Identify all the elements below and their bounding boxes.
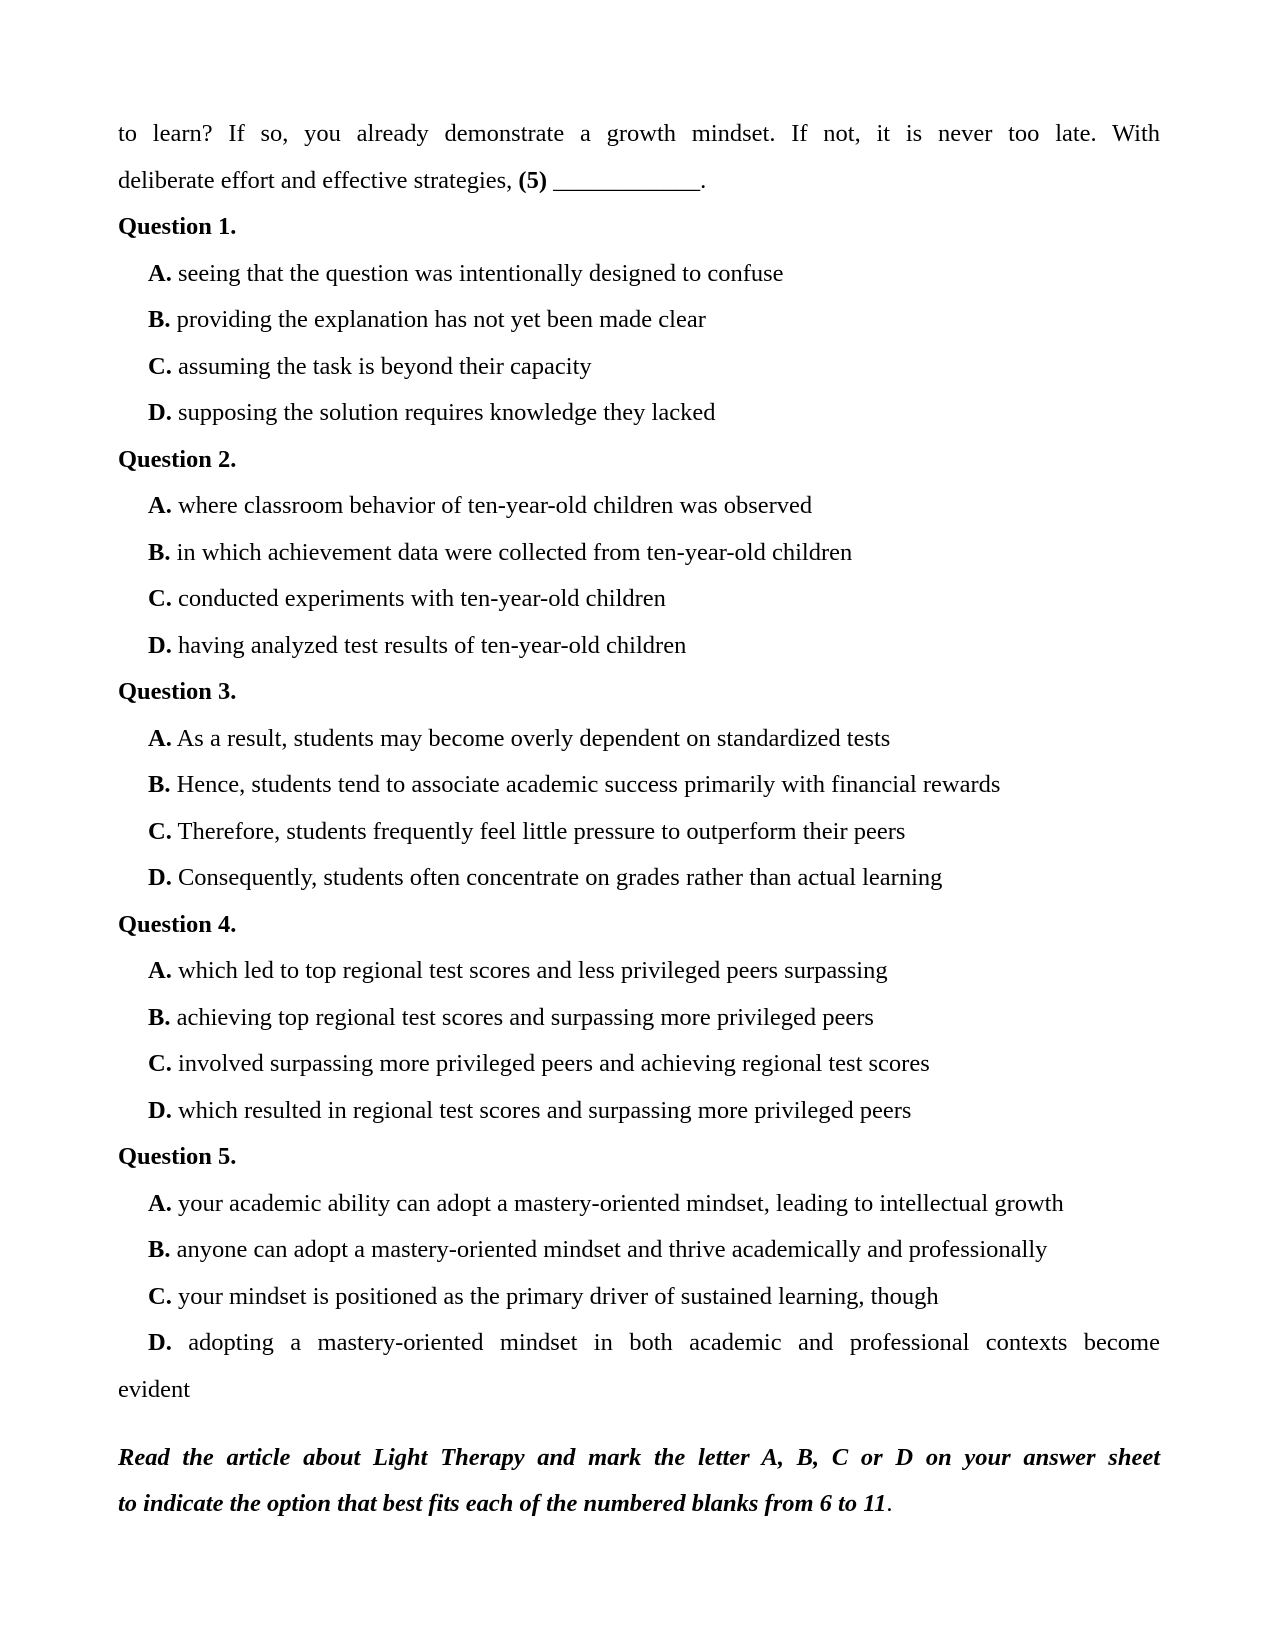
option-letter: B. <box>148 1236 171 1263</box>
question-heading: Question 4. <box>118 910 237 938</box>
option-text: which led to top regional test scores and less privileged peers surpassing <box>177 957 888 984</box>
option-text: anyone can adopt a mastery-oriented mindset and thrive academically and professionally <box>176 1236 1048 1263</box>
passage-line-2-end: . <box>700 166 707 194</box>
option-text: your mindset is positioned as the primary driver of sustained learning, though <box>177 1282 939 1310</box>
question-4-option-c <box>118 1041 1160 1088</box>
option-letter: D. <box>148 864 172 891</box>
option-letter: B. <box>148 1003 171 1031</box>
instructions-line-1: Read the article about Light Therapy and mark the letter A, B, C or D on your answer sheet <box>118 1444 1160 1471</box>
question-4-option-d <box>118 1088 1160 1135</box>
option-text: having analyzed test results of ten-year-old children <box>177 631 687 659</box>
passage-line-2-text: deliberate effort and effective strategies, <box>118 166 513 194</box>
question-1-option-d <box>118 390 1160 437</box>
blank-5: ____________ <box>553 166 701 194</box>
question-5 <box>118 1134 1160 1413</box>
question-heading: Question 5. <box>118 1143 237 1170</box>
option-text: achieving top regional test scores and surpassing more privileged peers <box>176 1003 874 1031</box>
option-letter: D. <box>148 631 172 659</box>
option-letter: B. <box>148 306 171 333</box>
option-text: Consequently, students often concentrate on grades rather than actual learning <box>177 864 943 891</box>
question-heading: Question 1. <box>118 213 237 240</box>
option-text: where classroom behavior of ten-year-old children was observed <box>177 492 813 519</box>
question-3-option-d <box>118 855 1160 902</box>
instructions-line-2-text: to indicate the option that best fits each of the numbered blanks from 6 to 11 <box>118 1490 887 1517</box>
option-letter: B. <box>148 771 171 798</box>
option-text: your academic ability can adopt a mastery-oriented mindset, leading to intellectual growth <box>177 1189 1064 1217</box>
option-text: providing the explanation has not yet been made clear <box>176 306 706 333</box>
question-3-option-c <box>118 809 1160 856</box>
question-4-option-a <box>118 948 1160 995</box>
page-content <box>118 111 1160 1527</box>
question-5-option-a <box>118 1181 1160 1228</box>
option-letter: C. <box>148 1282 172 1310</box>
question-3 <box>118 669 1160 902</box>
question-2-option-a <box>118 483 1160 530</box>
instructions-line-2-end: . <box>886 1490 893 1517</box>
option-letter: C. <box>148 817 172 845</box>
option-text: Therefore, students frequently feel little pressure to outperform their peers <box>177 817 906 845</box>
option-text: supposing the solution requires knowledge they lacked <box>177 399 716 426</box>
question-2-option-d <box>118 623 1160 670</box>
question-4 <box>118 902 1160 1135</box>
question-3-option-a <box>118 716 1160 763</box>
option-text: involved surpassing more privileged peers and achieving regional test scores <box>177 1050 930 1077</box>
option-letter: D. <box>148 399 172 426</box>
option-letter: A. <box>148 724 172 752</box>
question-5-option-d-continuation: evident <box>118 1375 191 1403</box>
option-letter: D. <box>148 1096 172 1124</box>
question-2-option-c <box>118 576 1160 623</box>
blank-number-5: (5) <box>518 166 547 194</box>
option-letter: C. <box>148 1050 172 1077</box>
option-letter: A. <box>148 957 172 984</box>
option-text: assuming the task is beyond their capacity <box>177 352 592 380</box>
option-text: Hence, students tend to associate academic success primarily with financial rewards <box>176 771 1001 798</box>
question-5-option-c <box>118 1274 1160 1321</box>
passage-line-2 <box>118 158 1160 205</box>
option-letter: C. <box>148 352 172 380</box>
passage-line-1: to learn? If so, you already demonstrate a growth mindset. If not, it is never too late. With <box>118 120 1160 147</box>
question-5-option-d <box>118 1320 1160 1367</box>
option-text: which resulted in regional test scores and surpassing more privileged peers <box>177 1096 912 1124</box>
question-2 <box>118 437 1160 670</box>
option-letter: A. <box>148 1189 172 1217</box>
option-text: in which achievement data were collected from ten-year-old children <box>176 538 853 566</box>
option-letter: B. <box>148 538 171 566</box>
option-letter: C. <box>148 585 172 612</box>
question-1-option-b <box>118 297 1160 344</box>
option-letter: D. <box>148 1329 172 1356</box>
question-5-option-b <box>118 1227 1160 1274</box>
question-heading: Question 3. <box>118 678 237 705</box>
option-text: seeing that the question was intentionally designed to confuse <box>177 259 784 287</box>
instructions-line-2 <box>118 1481 1160 1527</box>
question-4-option-b <box>118 995 1160 1042</box>
question-2-option-b <box>118 530 1160 577</box>
option-letter: A. <box>148 259 172 287</box>
question-heading: Question 2. <box>118 445 237 473</box>
question-1-option-a <box>118 251 1160 298</box>
option-text: adopting a mastery-oriented mindset in both academic and professional contexts become <box>188 1329 1160 1356</box>
option-letter: A. <box>148 492 172 519</box>
option-text: conducted experiments with ten-year-old children <box>177 585 666 612</box>
option-text: As a result, students may become overly dependent on standardized tests <box>176 724 891 752</box>
question-3-option-b <box>118 762 1160 809</box>
question-1 <box>118 204 1160 437</box>
section-instructions <box>118 1435 1160 1527</box>
question-1-option-c <box>118 344 1160 391</box>
